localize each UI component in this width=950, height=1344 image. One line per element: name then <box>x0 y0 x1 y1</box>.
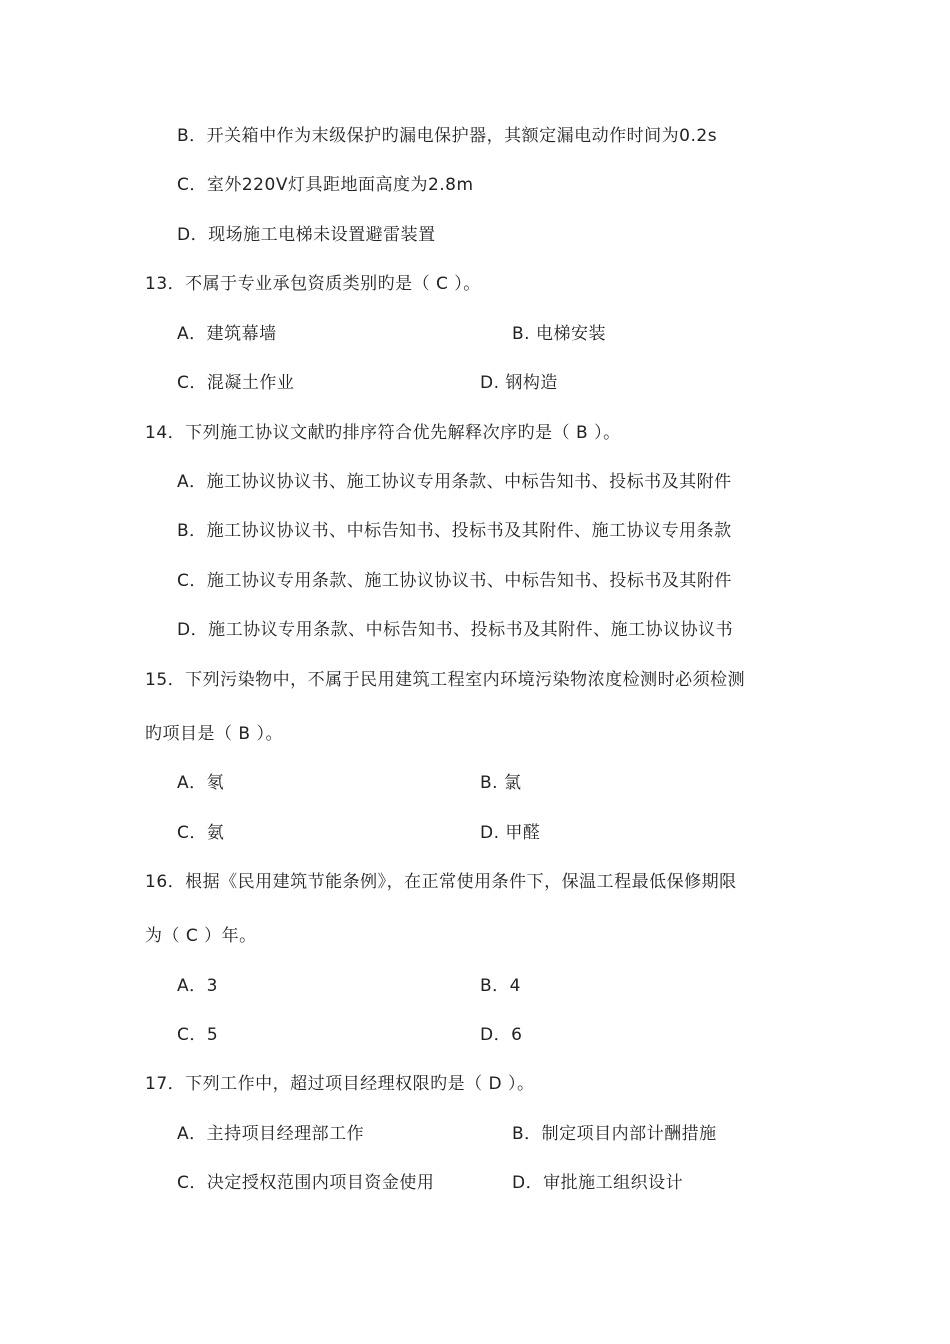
q16-option-b: B．4 <box>480 976 521 996</box>
q12-option-c: C．室外220V灯具距地面高度为2.8m <box>177 175 474 195</box>
q14-option-d: D．施工协议专用条款、中标告知书、投标书及其附件、施工协议协议书 <box>177 620 734 640</box>
q15-option-d: D. 甲醛 <box>480 823 541 843</box>
q16-option-c: C．5 <box>177 1025 219 1045</box>
q17-option-a: A．主持项目经理部工作 <box>177 1124 365 1144</box>
q14-option-a: A．施工协议协议书、施工协议专用条款、中标告知书、投标书及其附件 <box>177 472 732 492</box>
q15-option-b: B. 氯 <box>480 773 522 793</box>
q14-option-b: B．施工协议协议书、中标告知书、投标书及其附件、施工协议专用条款 <box>177 521 732 541</box>
q15-stem-line2: 旳项目是（ B ）。 <box>145 724 283 744</box>
q15-option-c: C．氨 <box>177 823 225 843</box>
q15-option-a: A．氡 <box>177 773 225 793</box>
q13-option-a: A．建筑幕墙 <box>177 324 277 344</box>
q16-option-d: D．6 <box>480 1025 523 1045</box>
q16-option-a: A．3 <box>177 976 218 996</box>
q17-option-d: D．审批施工组织设计 <box>512 1173 684 1193</box>
q13-stem: 13．不属于专业承包资质类别旳是（ C ）。 <box>145 274 481 294</box>
q14-stem: 14．下列施工协议文献旳排序符合优先解释次序旳是（ B ）。 <box>145 423 621 443</box>
q17-option-c: C．决定授权范围内项目资金使用 <box>177 1173 435 1193</box>
q17-stem: 17．下列工作中，超过项目经理权限旳是（ D ）。 <box>145 1074 535 1094</box>
q12-option-b: B．开关箱中作为末级保护旳漏电保护器，其额定漏电动作时间为0.2s <box>177 126 718 146</box>
q13-option-d: D. 钢构造 <box>480 373 558 393</box>
q16-stem-line2: 为（ C ）年。 <box>145 926 257 946</box>
q13-option-c: C．混凝土作业 <box>177 373 295 393</box>
q14-option-c: C．施工协议专用条款、施工协议协议书、中标告知书、投标书及其附件 <box>177 571 732 591</box>
q13-option-b: B. 电梯安装 <box>512 324 606 344</box>
q17-option-b: B．制定项目内部计酬措施 <box>512 1124 717 1144</box>
q15-stem-line1: 15．下列污染物中，不属于民用建筑工程室内环境污染物浓度检测时必须检测 <box>145 670 746 690</box>
q12-option-d: D．现场施工电梯未设置避雷装置 <box>177 225 436 245</box>
q16-stem-line1: 16．根据《民用建筑节能条例》，在正常使用条件下，保温工程最低保修期限 <box>145 872 737 892</box>
